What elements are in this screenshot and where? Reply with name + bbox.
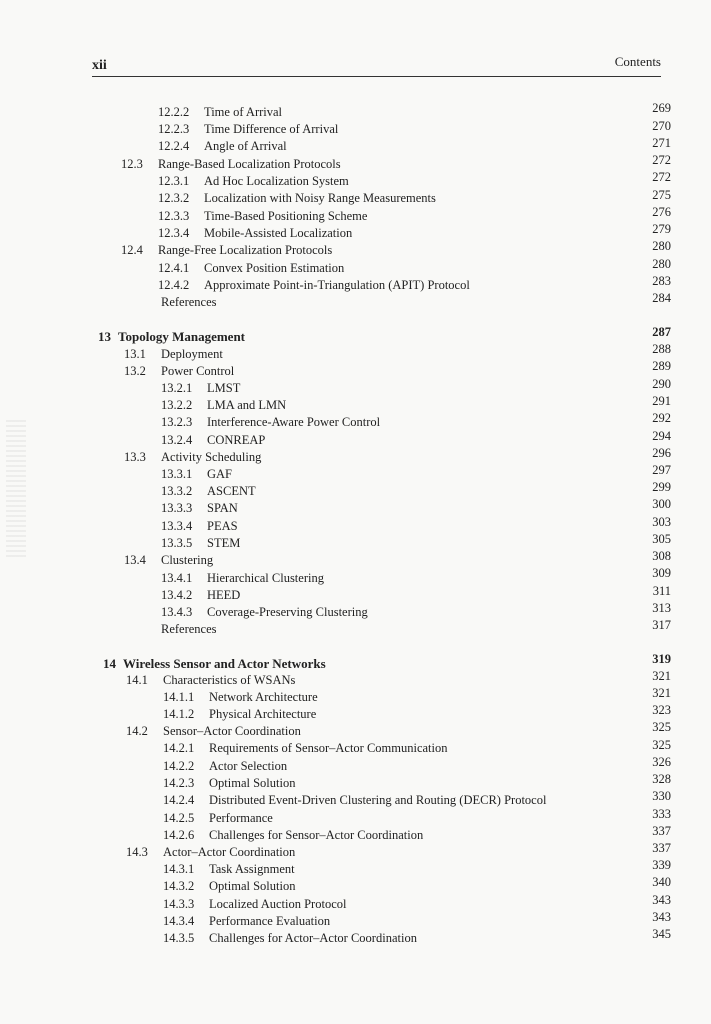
toc-entry-number: 12.4.2 — [158, 278, 190, 292]
toc-section-entry — [0, 772, 711, 792]
toc-entry-title: LMA and LMN — [207, 398, 287, 412]
toc-entry-title: HEED — [207, 588, 241, 602]
toc-entry-page: 276 — [652, 205, 671, 219]
toc-entry-title: Range-Based Localization Protocols — [158, 157, 341, 171]
toc-section-entry — [0, 205, 711, 225]
toc-section-entry — [0, 394, 711, 414]
toc-section-entry — [0, 669, 711, 689]
toc-entry-number: 14.2.6 — [163, 828, 195, 842]
toc-entry-page: 289 — [652, 359, 671, 373]
toc-section-entry — [0, 789, 711, 809]
toc-section-entry — [0, 927, 711, 947]
toc-entry-title: Performance Evaluation — [209, 914, 331, 928]
toc-entry-number: 13.3.5 — [161, 536, 193, 550]
toc-entry-number: 14.1.2 — [163, 707, 195, 721]
toc-section-entry — [0, 515, 711, 535]
toc-entry-number: 14.3.5 — [163, 931, 195, 945]
toc-entry-number: 12.3.1 — [158, 174, 190, 188]
toc-entry-title: Convex Position Estimation — [204, 261, 345, 275]
toc-entry-title: Distributed Event-Driven Clustering and Routing (DECR) Protocol — [209, 793, 547, 807]
toc-section-entry — [0, 910, 711, 930]
toc-references-entry — [0, 618, 711, 638]
toc-entry-title: Actor Selection — [209, 759, 288, 773]
toc-entry-page: 340 — [652, 875, 671, 889]
toc-entry-page: 294 — [652, 429, 671, 443]
toc-chapter-entry — [0, 325, 711, 345]
toc-entry-title: ASCENT — [207, 484, 256, 498]
toc-entry-number: 14.2.4 — [163, 793, 195, 807]
toc-entry-number: 13.2.4 — [161, 433, 193, 447]
toc-entry-number: 14.3.1 — [163, 862, 195, 876]
toc-section-entry — [0, 121, 711, 138]
toc-entry-title: Interference-Aware Power Control — [207, 415, 381, 429]
toc-entry-number: 12.3.3 — [158, 209, 190, 223]
toc-entry-number: 13.3 — [124, 450, 146, 464]
toc-section-entry — [0, 740, 711, 757]
toc-entry-title: Optimal Solution — [209, 776, 296, 790]
toc-section-entry — [0, 875, 711, 895]
toc-entry-number: 14.2 — [126, 724, 148, 738]
toc-entry-title: Network Architecture — [209, 690, 318, 704]
toc-entry-number: 12.4.1 — [158, 261, 190, 275]
toc-entry-number: 14.2.2 — [163, 759, 195, 773]
toc-entry-page: 311 — [652, 584, 671, 598]
toc-entry-title: Power Control — [161, 364, 235, 378]
toc-entry-page: 271 — [652, 136, 671, 150]
toc-section-entry — [0, 359, 711, 380]
toc-entry-page: 272 — [652, 153, 671, 167]
toc-entry-page: 288 — [652, 342, 671, 356]
toc-entry-title: Sensor–Actor Coordination — [163, 724, 301, 738]
toc-section-entry — [0, 463, 711, 483]
toc-section-entry — [0, 274, 711, 294]
toc-entry-title: Time-Based Positioning Scheme — [204, 209, 368, 223]
toc-entry-title: Topology Management — [118, 329, 245, 344]
toc-entry-page: 275 — [652, 188, 671, 202]
toc-section-entry — [0, 411, 711, 431]
toc-section-entry — [0, 824, 711, 844]
toc-entry-number: 13.2.3 — [161, 415, 193, 429]
toc-entry-number: 14.1.1 — [163, 690, 195, 704]
toc-entry-title: LMST — [207, 381, 241, 395]
toc-entry-page: 330 — [652, 789, 671, 803]
toc-entry-number: 13.1 — [124, 347, 146, 361]
toc-entry-title: Requirements of Sensor–Actor Communication — [209, 741, 448, 755]
toc-entry-title: References — [161, 295, 217, 309]
toc-entry-title: Localization with Noisy Range Measurements — [204, 191, 436, 205]
toc-section-entry — [0, 532, 711, 552]
toc-entry-page: 299 — [652, 480, 671, 494]
toc-entry-page: 325 — [652, 738, 671, 752]
toc-entry-number: 12.2.4 — [158, 139, 190, 153]
toc-section-entry — [0, 153, 711, 173]
toc-entry-title: SPAN — [207, 501, 238, 515]
toc-entry-page: 313 — [652, 601, 671, 615]
toc-entry-title: Coverage-Preserving Clustering — [207, 605, 368, 619]
toc-entry-number: 12.3.2 — [158, 191, 190, 205]
toc-entry-title: GAF — [207, 467, 233, 481]
toc-entry-number: 12.3 — [121, 157, 143, 171]
toc-section-entry — [0, 222, 711, 242]
toc-entry-page: 326 — [652, 755, 671, 769]
toc-entry-page: 345 — [652, 927, 671, 941]
toc-entry-title: Characteristics of WSANs — [163, 673, 296, 687]
toc-chapter-entry — [0, 652, 711, 672]
toc-entry-page: 300 — [652, 497, 671, 511]
toc-entry-title: PEAS — [207, 519, 238, 533]
toc-section-entry — [0, 190, 711, 207]
toc-entry-title: Time of Arrival — [204, 105, 283, 119]
toc-entry-page: 283 — [652, 274, 671, 288]
toc-entry-title: Angle of Arrival — [204, 139, 287, 153]
toc-section-entry — [0, 497, 711, 517]
toc-section-entry — [0, 858, 711, 878]
toc-entry-title: Clustering — [161, 553, 214, 567]
toc-entry-page: 303 — [652, 515, 671, 529]
toc-entry-number: 13.4.1 — [161, 571, 193, 585]
toc-entry-number: 14.3.3 — [163, 897, 195, 911]
toc-entry-title: Physical Architecture — [209, 707, 317, 721]
toc-entry-page: 269 — [652, 101, 671, 115]
toc-section-entry — [0, 686, 711, 706]
toc-entry-number: 14.3 — [126, 845, 148, 859]
toc-section-entry — [0, 893, 711, 913]
toc-section-entry — [0, 841, 711, 861]
toc-entry-page: 323 — [652, 703, 671, 717]
toc-entry-title: Approximate Point-in-Triangulation (APIT) Protocol — [204, 278, 470, 292]
toc-entry-number: 13.2 — [124, 364, 146, 378]
toc-entry-page: 321 — [652, 669, 671, 683]
toc-entry-page: 309 — [652, 566, 671, 580]
toc-section-entry — [0, 138, 711, 155]
toc-section-entry — [0, 480, 711, 500]
toc-entry-page: 328 — [652, 772, 671, 786]
toc-entry-title: Performance — [209, 811, 273, 825]
toc-section-entry — [0, 584, 711, 604]
page-number: xii — [92, 58, 107, 73]
toc-entry-page: 280 — [652, 239, 671, 253]
toc-section-entry — [0, 170, 711, 190]
toc-section-entry — [0, 807, 711, 827]
toc-entry-number: 14.2.3 — [163, 776, 195, 790]
toc-entry-title: Mobile-Assisted Localization — [204, 226, 353, 240]
toc-entry-page: 290 — [652, 377, 671, 391]
toc-entry-page: 319 — [652, 652, 671, 666]
toc-entry-title: Challenges for Actor–Actor Coordination — [209, 931, 417, 945]
toc-entry-page: 284 — [652, 291, 671, 305]
toc-references-entry — [0, 291, 711, 311]
toc-entry-page: 291 — [652, 394, 671, 408]
toc-entry-number: 14.2.1 — [163, 741, 195, 755]
toc-section-entry — [0, 239, 711, 259]
toc-entry-number: 12.3.4 — [158, 226, 190, 240]
toc-entry-title: Actor–Actor Coordination — [163, 845, 296, 859]
toc-entry-title: Time Difference of Arrival — [204, 122, 339, 136]
toc-section-entry — [0, 429, 711, 449]
toc-entry-title: References — [161, 622, 217, 636]
toc-entry-page: 280 — [652, 257, 671, 271]
toc-entry-title: Activity Scheduling — [161, 450, 262, 464]
toc-section-entry — [0, 549, 711, 569]
toc-entry-page: 292 — [652, 411, 671, 425]
toc-entry-title: Hierarchical Clustering — [207, 571, 324, 585]
toc-entry-number: 14.3.4 — [163, 914, 195, 928]
toc-entry-page: 317 — [652, 618, 671, 632]
toc-entry-number: 13.2.2 — [161, 398, 193, 412]
running-head: Contents — [614, 54, 661, 69]
toc-entry-number: 13.3.1 — [161, 467, 193, 481]
toc-entry-title: Task Assignment — [209, 862, 295, 876]
toc-entry-page: 272 — [652, 170, 671, 184]
toc-section-entry — [0, 342, 711, 363]
toc-entry-page: 321 — [652, 686, 671, 700]
toc-entry-number: 13.4 — [124, 553, 146, 567]
toc-entry-page: 270 — [652, 119, 671, 133]
toc-entry-page: 308 — [652, 549, 671, 563]
toc-entry-number: 13.2.1 — [161, 381, 193, 395]
toc-entry-page: 297 — [652, 463, 671, 477]
toc-entry-title: Challenges for Sensor–Actor Coordination — [209, 828, 424, 842]
toc-entry-number: 13.3.2 — [161, 484, 193, 498]
toc-section-entry — [0, 703, 711, 723]
toc-entry-page: 343 — [652, 893, 671, 907]
toc-entry-number: 14 — [103, 656, 116, 671]
toc-entry-page: 305 — [652, 532, 671, 546]
toc-entry-number: 13.3.4 — [161, 519, 193, 533]
toc-entry-title: Wireless Sensor and Actor Networks — [123, 656, 326, 671]
toc-entry-page: 343 — [652, 910, 671, 924]
toc-entry-page: 339 — [652, 858, 671, 872]
toc-entry-number: 12.2.2 — [158, 105, 190, 119]
toc-section-entry — [0, 566, 711, 587]
toc-entry-page: 325 — [652, 720, 671, 734]
toc-entry-page: 296 — [652, 446, 671, 460]
toc-entry-title: Range-Free Localization Protocols — [158, 243, 333, 257]
toc-section-entry — [0, 601, 711, 621]
toc-entry-title: CONREAP — [207, 433, 266, 447]
toc-entry-number: 14.3.2 — [163, 879, 195, 893]
toc-section-entry — [0, 257, 711, 277]
toc-section-entry — [0, 377, 711, 397]
toc-entry-number: 14.1 — [126, 673, 148, 687]
toc-entry-number: 12.4 — [121, 243, 143, 257]
toc-entry-page: 337 — [652, 841, 671, 855]
toc-section-entry — [0, 755, 711, 775]
toc-entry-page: 333 — [652, 807, 671, 821]
toc-entry-title: Ad Hoc Localization System — [204, 174, 349, 188]
toc-entry-title: Localized Auction Protocol — [209, 897, 347, 911]
toc-section-entry — [0, 720, 711, 740]
toc-entry-page: 287 — [652, 325, 671, 339]
toc-entry-number: 12.2.3 — [158, 122, 190, 136]
toc-entry-title: STEM — [207, 536, 241, 550]
toc-section-entry — [0, 101, 711, 121]
toc-section-entry — [0, 446, 711, 466]
toc-entry-page: 279 — [652, 222, 671, 236]
toc-entry-number: 13.4.3 — [161, 605, 193, 619]
toc-entry-number: 13.4.2 — [161, 588, 193, 602]
toc-entry-page: 337 — [652, 824, 671, 838]
toc-entry-title: Deployment — [161, 347, 223, 361]
toc-entry-number: 13 — [98, 329, 111, 344]
toc-entry-number: 14.2.5 — [163, 811, 195, 825]
toc-entry-title: Optimal Solution — [209, 879, 296, 893]
toc-entry-number: 13.3.3 — [161, 501, 193, 515]
